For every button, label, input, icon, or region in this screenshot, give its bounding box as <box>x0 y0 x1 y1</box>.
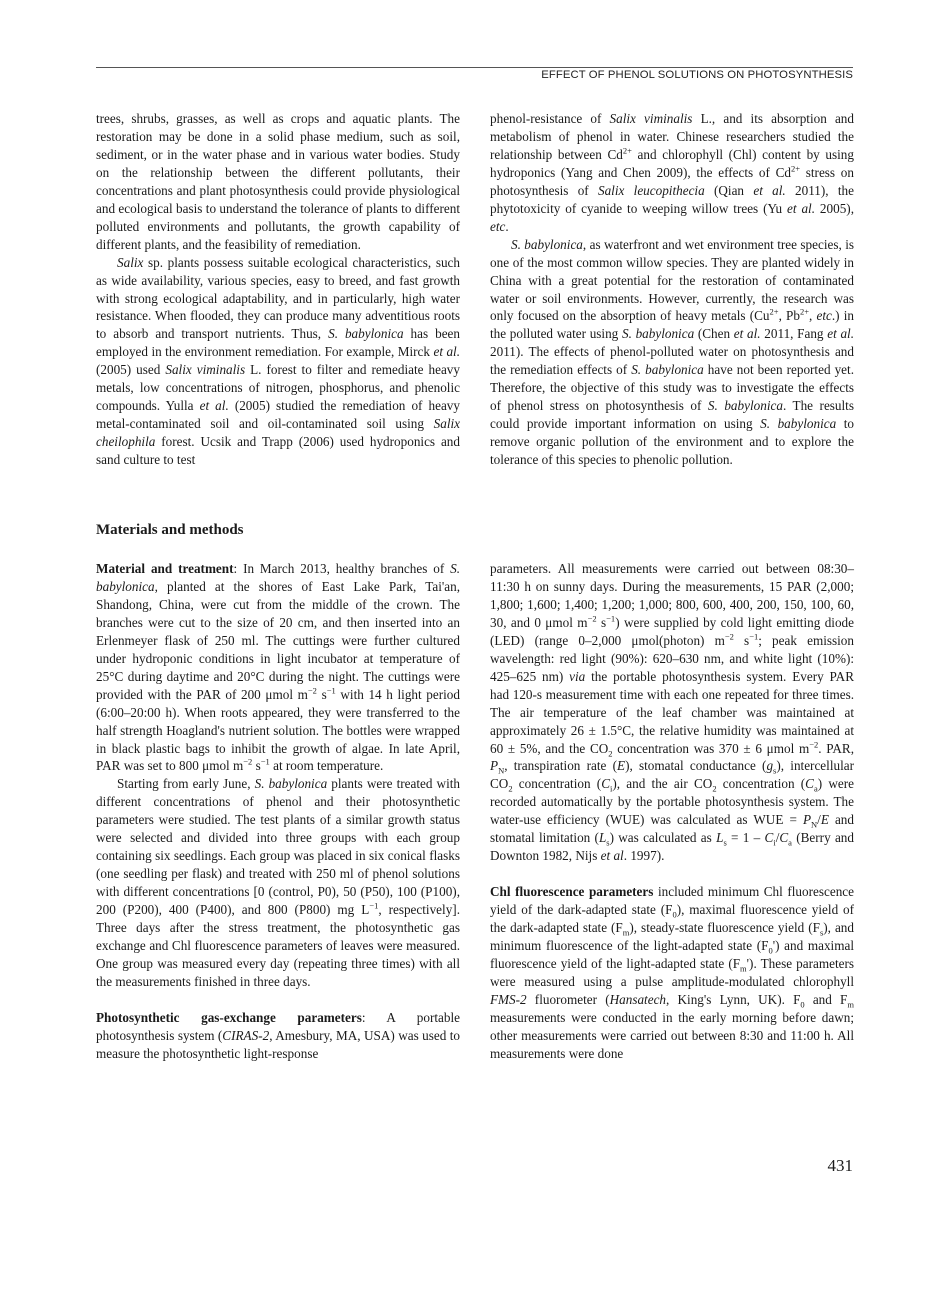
paragraph: S. babylonica, as waterfront and wet environment tree species, is one of the most common willow species. They are planted widely in China with a great potential for the restoration of contaminated water or soil environments. However, currently, the research was only focused on the absorption of heavy metals ($Cu^{2+}$, $Pb^{2+}$, etc.) in the polluted water using S. babylonica (Chen et al. 2011, Fang et al. 2011). The effects of phenol-polluted water on photosynthesis and the remediation effects of S. babylonica have not been reported yet. Therefore, the objective of this study was to investigate the effects of phenol stress on photosynthesis of S. babylonica. The results could provide important information on using S. babylonica to remove organic pollution of the environment and to explore the tolerance of this species to phenolic pollution. <box>490 236 855 468</box>
paragraph: phenol-resistance of Salix viminalis L., and its absorption and metabolism of phenol in water. Chinese researchers studied the relationship between $Cd^{2+}$ and chlorophyll (Chl) content by using hydroponics (Yang and Chen 2009), the effects of $Cd^{2+}$ stress on photosynthesis of Salix leucopithecia (Qian et al. 2011), the phytotoxicity of cyanide to weeping willow trees (Yu et al. 2005), etc. <box>490 111 855 234</box>
methods-left-column <box>96 560 460 1063</box>
running-title: EFFECT OF PHENOL SOLUTIONS ON PHOTOSYNTHESIS <box>541 69 853 81</box>
intro-left-column <box>96 110 460 469</box>
paragraph: Material and treatment: In March 2013, healthy branches of S. babylonica, planted at the shores of East Lake Park, Tai'an, Shandong, China, were cut from the middle of the crown. The branches were cut to the size of 20 cm, and then inserted into an Erlenmeyer flask of 250 ml. The cuttings were further cultured under hydroponic conditions in light incubator at temperature of 25°C during daytime and 20°C during the night. The cuttings were provided with the PAR of 200 μmol $m^{-2}$ $s^{-1}$ with 14 h light period (6:00–20:00 h). When roots appeared, they were transferred to the half strength Hoagland's nutrient solution. The bottles were wrapped in black plastic bags to inhibit the growth of algae. In late April, PAR was set to 800 μmol $m^{-2}$ $s^{-1}$ at room temperature. <box>96 561 461 774</box>
paragraph: Chl fluorescence parameters included minimum Chl fluorescence yield of the dark-adapted state $(F_0)$, maximal fluorescence yield of the dark-adapted state $(F_m)$, steady-state fluorescence yield $(F_s)$, and minimum fluorescence of the light-adapted state $(F_0')$ and maximal fluorescence yield of the light-adapted state $(F_m')$. These parameters were measured using a pulse amplitude-modulated chlorophyll FMS-2 fluorometer (Hansatech, King's Lynn, UK). $F_0$ and $F_m$ measurements were conducted in the early morning before dawn; other measurements were carried out between 8:30 and 11:00 h. All measurements were done <box>490 884 855 1061</box>
paragraph: Photosynthetic gas-exchange parameters: A portable photosynthesis system (CIRAS-2, Amesbury, MA, USA) was used to measure the photosynthetic light-response <box>96 1009 460 1061</box>
paragraph: trees, shrubs, grasses, as well as crops and aquatic plants. The restoration may be done in a solid phase medium, such as soil, sediment, or in the water phase and in various water bodies. Study on the relationship between the different pollutants, their concentrations and plant photosynthesis could provide physiological and ecological basis to understand the tolerance of plants to different polluted environments and pollutants, the growth capability of different plants, and the feasibility of remediation. <box>96 111 460 252</box>
methods-right-column <box>490 560 854 1063</box>
paragraph: parameters. All measurements were carried out between 08:30–11:30 h on sunny days. During the measurements, 15 PAR (2,000; 1,800; 1,600; 1,400; 1,200; 1,000; 800, 600, 400, 200, 150, 100, 60, 30, and 0 μmol $m^{-2}$ $s^{-1}$) were supplied by cold light emitting diode (LED) (range 0–2,000 μmol(photon) $m^{-2}$ $s^{-1}$; peak emission wavelength: red light (90%): 620–630 nm, and white light (10%): 425–625 nm) via the portable photosynthesis system. Every PAR had 120-s measurement time with each one repeated for three times. The air temperature of the leaf chamber was maintained at approximately 26 ± 1.5°C, the relative humidity was maintained at 60 ± 5%, and the $CO_2$ concentration was 370 ± 6 μmol $m^{-2}$. PAR, $P_N$, transpiration rate (E), stomatal conductance $(g_s)$, intercellular $CO_2$ concentration $(C_i)$, and the air $CO_2$ concentration $(C_a)$ were recorded automatically by the portable photosynthesis system. The water-use efficiency (WUE) was calculated as WUE = $P_N/E$ and stomatal limitation $(L_s)$ was calculated as $L_s = 1 - C_i/C_a$ (Berry and Downton 1982, Nijs et al. 1997). <box>490 561 854 864</box>
paragraph: Salix sp. plants possess suitable ecological characteristics, such as wide availability, various species, easy to breed, and fast growth with strong ecological adaptability, and in particularly, high water resistance. When flooded, they can produce many adventitious roots to absorb and transport nutrients. Thus, S. babylonica has been employed in the environment remediation. For example, Mirck et al. (2005) used Salix viminalis L. forest to filter and remediate heavy metals, low concentrations of nitrogen, phosphorus, and phenolic compounds. Yulla et al. (2005) studied the remediation of heavy metal-contaminated soil and oil-contaminated soil using Salix cheilophila forest. Ucsik and Trapp (2006) used hydroponics and sand culture to test <box>96 254 460 468</box>
intro-right-column <box>490 110 854 469</box>
header-rule <box>96 67 853 68</box>
paragraph: Starting from early June, S. babylonica plants were treated with different concentrations of phenol and their photosynthetic parameters were studied. The test plants of a similar growth status were selected and divided into three groups with each group containing six seedlings. Each group was placed in six conical flasks (one seedling per flask) and treated with 250 ml of phenol solutions with different concentrations [0 (control, P0), 50 (P50), 100 (P100), 200 (P200), 400 (P400), and 800 (P800) mg $L^{-1}$, respectively]. Three days after the stress treatment, the photosynthetic gas exchange and Chl fluorescence parameters of leaves were measured. One group was measured every day (repeating three times) with all the measurements finished in three days. <box>96 776 460 989</box>
page-number: 431 <box>827 1156 853 1175</box>
section-heading: Materials and methods <box>96 522 244 538</box>
